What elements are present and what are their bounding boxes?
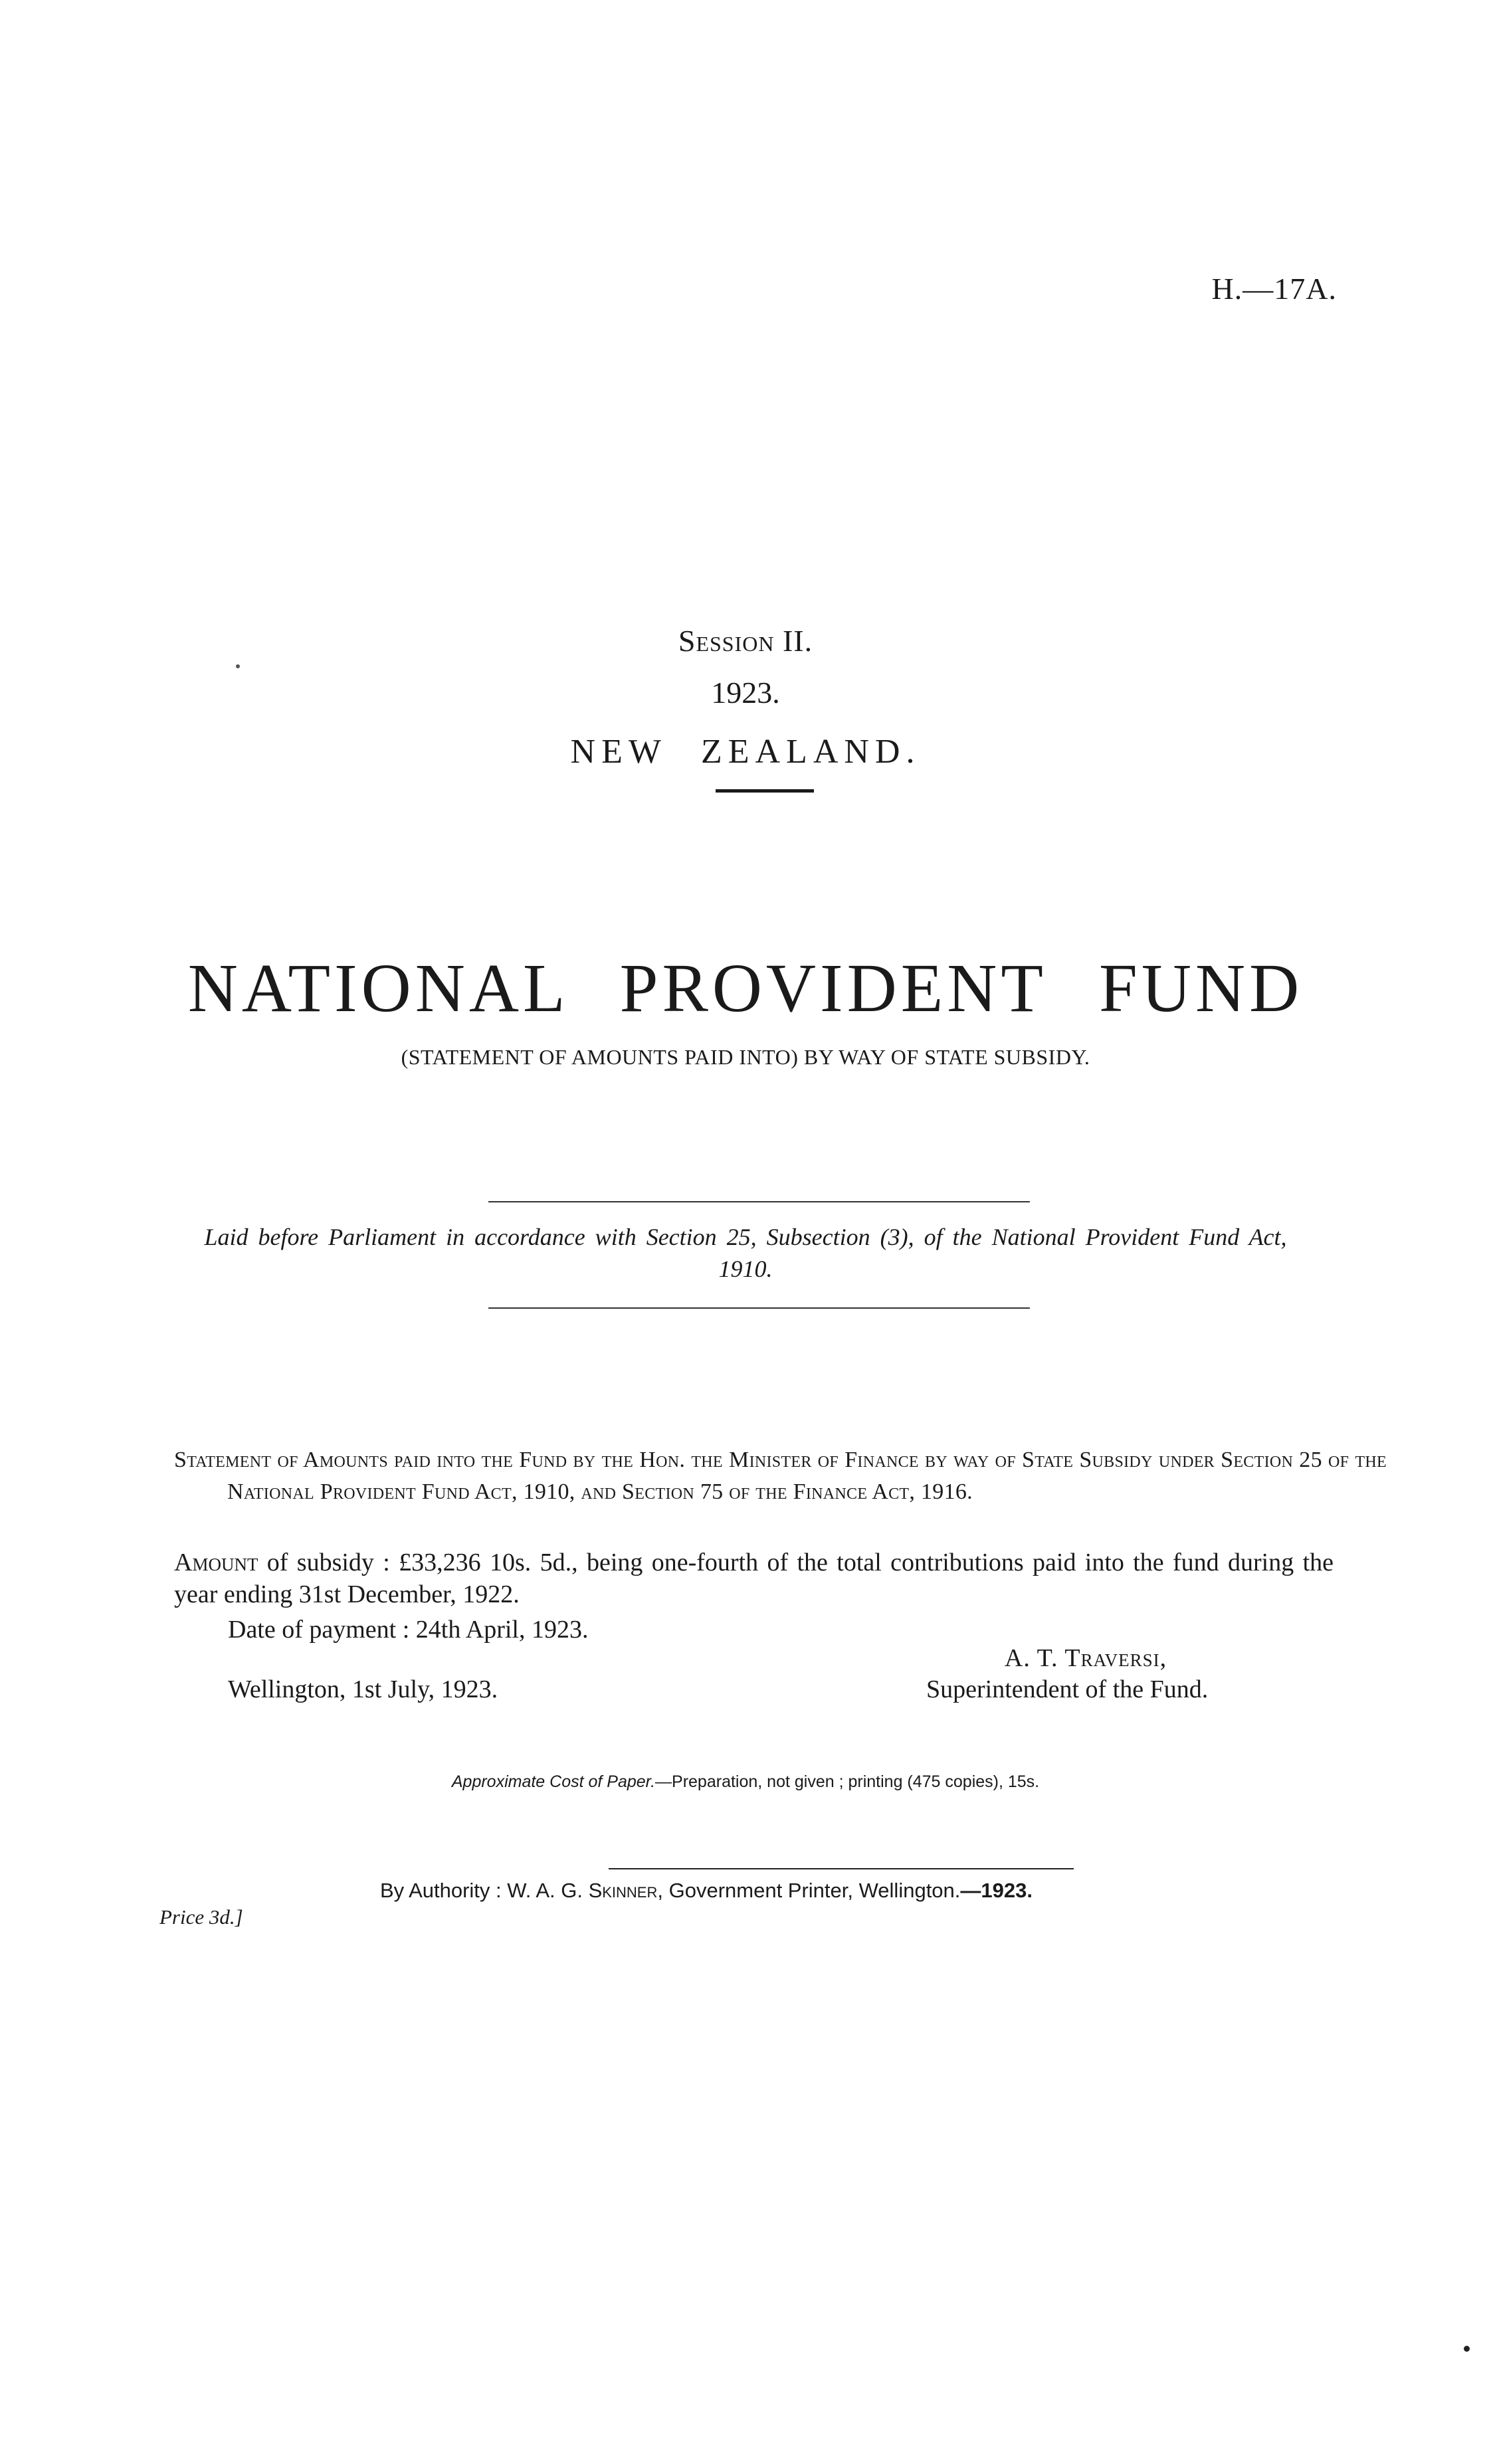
authority-text: , Government Printer, Wellington.	[657, 1879, 961, 1902]
amount-lead: Amount	[174, 1549, 258, 1576]
title-divider	[716, 789, 814, 793]
divider-top	[488, 1201, 1030, 1202]
cost-lead: Approximate Cost of Paper.	[451, 1772, 656, 1791]
session-year: 1923.	[711, 676, 780, 710]
speck-mark	[236, 664, 240, 668]
amount-text: of subsidy : £33,236 10s. 5d., being one-fourth of the total contributions paid into the fund during the year ending 31st December, 1922.	[174, 1549, 1334, 1608]
printer-name: Skinner	[588, 1879, 658, 1902]
page-title: NATIONAL PROVIDENT FUND	[187, 950, 1304, 1026]
date-of-payment: Date of payment : 24th April, 1923.	[228, 1616, 589, 1644]
amount-paragraph	[174, 1547, 1334, 1610]
document-reference: H.—17A.	[1211, 272, 1337, 306]
speck-mark	[1464, 2346, 1470, 2352]
authority-year: —1923.	[960, 1879, 1033, 1902]
divider-bottom	[488, 1307, 1030, 1309]
printer-authority	[380, 1879, 1033, 1903]
cost-of-paper-note	[0, 1772, 1491, 1792]
footer-divider	[609, 1868, 1074, 1869]
place-and-date: Wellington, 1st July, 1923.	[228, 1675, 498, 1703]
signatory-title: Superintendent of the Fund.	[926, 1675, 1209, 1703]
price-label: Price 3d.]	[159, 1905, 243, 1929]
statement-heading: Statement of Amounts paid into the Fund by the Hon. the Minister of Finance by way of State Subsidy under Section 25 of the National Provident Fund Act, 1910, and Section 75 of the Finance Act, 1916.	[174, 1448, 1387, 1504]
country-heading: NEW ZEALAND.	[570, 733, 921, 771]
authority-lead: By Authority : W. A. G.	[380, 1879, 589, 1902]
session-label: Session II.	[678, 624, 813, 658]
page-subtitle: (STATEMENT OF AMOUNTS PAID INTO) BY WAY OF STATE SUBSIDY.	[401, 1045, 1090, 1069]
signatory-name: A. T. Traversi,	[1004, 1644, 1167, 1672]
laid-before-note: Laid before Parliament in accordance with Section 25, Subsection (3), of the National Provident Fund Act, 1910.	[204, 1224, 1287, 1282]
cost-text: —Preparation, not given ; printing (475 copies), 15s.	[655, 1772, 1040, 1791]
